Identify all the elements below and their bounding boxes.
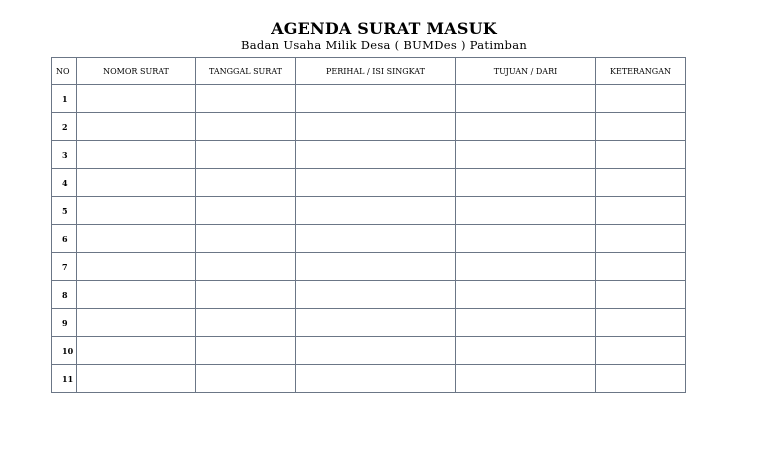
- tujuan-dari-cell: [456, 337, 596, 365]
- header-perihal: PERIHAL / ISI SINGKAT: [296, 58, 456, 85]
- perihal-cell: [296, 85, 456, 113]
- nomor-surat-cell: [77, 337, 196, 365]
- nomor-surat-cell: [77, 225, 196, 253]
- tujuan-dari-cell: [456, 141, 596, 169]
- table-row: [52, 281, 686, 309]
- perihal-cell: [296, 281, 456, 309]
- perihal-cell: [296, 225, 456, 253]
- nomor-surat-cell: [77, 85, 196, 113]
- perihal-cell: [296, 253, 456, 281]
- agenda-table: [51, 57, 686, 393]
- nomor-surat-cell: [77, 169, 196, 197]
- tanggal-surat-cell: [196, 253, 296, 281]
- tujuan-dari-cell: [456, 85, 596, 113]
- keterangan-cell: [596, 141, 686, 169]
- tujuan-dari-cell: [456, 169, 596, 197]
- nomor-surat-cell: [77, 281, 196, 309]
- row-number: 7: [52, 253, 77, 281]
- row-number: 2: [52, 113, 77, 141]
- perihal-cell: [296, 197, 456, 225]
- tanggal-surat-cell: [196, 169, 296, 197]
- tujuan-dari-cell: [456, 113, 596, 141]
- document-subtitle: Badan Usaha Milik Desa ( BUMDes ) Patimban: [240, 38, 528, 52]
- perihal-cell: [296, 309, 456, 337]
- tanggal-surat-cell: [196, 141, 296, 169]
- keterangan-cell: [596, 197, 686, 225]
- nomor-surat-cell: [77, 309, 196, 337]
- table-row: [52, 141, 686, 169]
- tanggal-surat-cell: [196, 85, 296, 113]
- row-number: 8: [52, 281, 77, 309]
- tujuan-dari-cell: [456, 225, 596, 253]
- keterangan-cell: [596, 225, 686, 253]
- keterangan-cell: [596, 309, 686, 337]
- tanggal-surat-cell: [196, 365, 296, 393]
- table-row: [52, 85, 686, 113]
- perihal-cell: [296, 141, 456, 169]
- tujuan-dari-cell: [456, 309, 596, 337]
- keterangan-cell: [596, 113, 686, 141]
- tujuan-dari-cell: [456, 197, 596, 225]
- keterangan-cell: [596, 337, 686, 365]
- keterangan-cell: [596, 281, 686, 309]
- document-title: AGENDA SURAT MASUK: [271, 19, 497, 38]
- keterangan-cell: [596, 85, 686, 113]
- tanggal-surat-cell: [196, 337, 296, 365]
- nomor-surat-cell: [77, 253, 196, 281]
- perihal-cell: [296, 113, 456, 141]
- perihal-cell: [296, 337, 456, 365]
- tujuan-dari-cell: [456, 365, 596, 393]
- nomor-surat-cell: [77, 365, 196, 393]
- table-row: [52, 197, 686, 225]
- table-row: [52, 365, 686, 393]
- header-nomor-surat: NOMOR SURAT: [77, 58, 196, 85]
- tanggal-surat-cell: [196, 281, 296, 309]
- nomor-surat-cell: [77, 113, 196, 141]
- tanggal-surat-cell: [196, 309, 296, 337]
- table-row: [52, 253, 686, 281]
- keterangan-cell: [596, 365, 686, 393]
- row-number: 9: [52, 309, 77, 337]
- tanggal-surat-cell: [196, 113, 296, 141]
- header-keterangan: KETERANGAN: [596, 58, 686, 85]
- table-row: [52, 337, 686, 365]
- tujuan-dari-cell: [456, 253, 596, 281]
- nomor-surat-cell: [77, 197, 196, 225]
- header-tujuan-dari: TUJUAN / DARI: [456, 58, 596, 85]
- row-number: 10: [52, 337, 77, 365]
- row-number: 5: [52, 197, 77, 225]
- tanggal-surat-cell: [196, 225, 296, 253]
- header-no: NO: [52, 58, 77, 85]
- perihal-cell: [296, 365, 456, 393]
- keterangan-cell: [596, 253, 686, 281]
- table-row: [52, 225, 686, 253]
- keterangan-cell: [596, 169, 686, 197]
- row-number: 6: [52, 225, 77, 253]
- row-number: 3: [52, 141, 77, 169]
- tujuan-dari-cell: [456, 281, 596, 309]
- perihal-cell: [296, 169, 456, 197]
- table-header-row: [52, 58, 686, 85]
- table-row: [52, 169, 686, 197]
- table-row: [52, 309, 686, 337]
- header-tanggal-surat: TANGGAL SURAT: [196, 58, 296, 85]
- table-body: [52, 85, 686, 393]
- tanggal-surat-cell: [196, 197, 296, 225]
- row-number: 1: [52, 85, 77, 113]
- row-number: 11: [52, 365, 77, 393]
- table-row: [52, 113, 686, 141]
- row-number: 4: [52, 169, 77, 197]
- nomor-surat-cell: [77, 141, 196, 169]
